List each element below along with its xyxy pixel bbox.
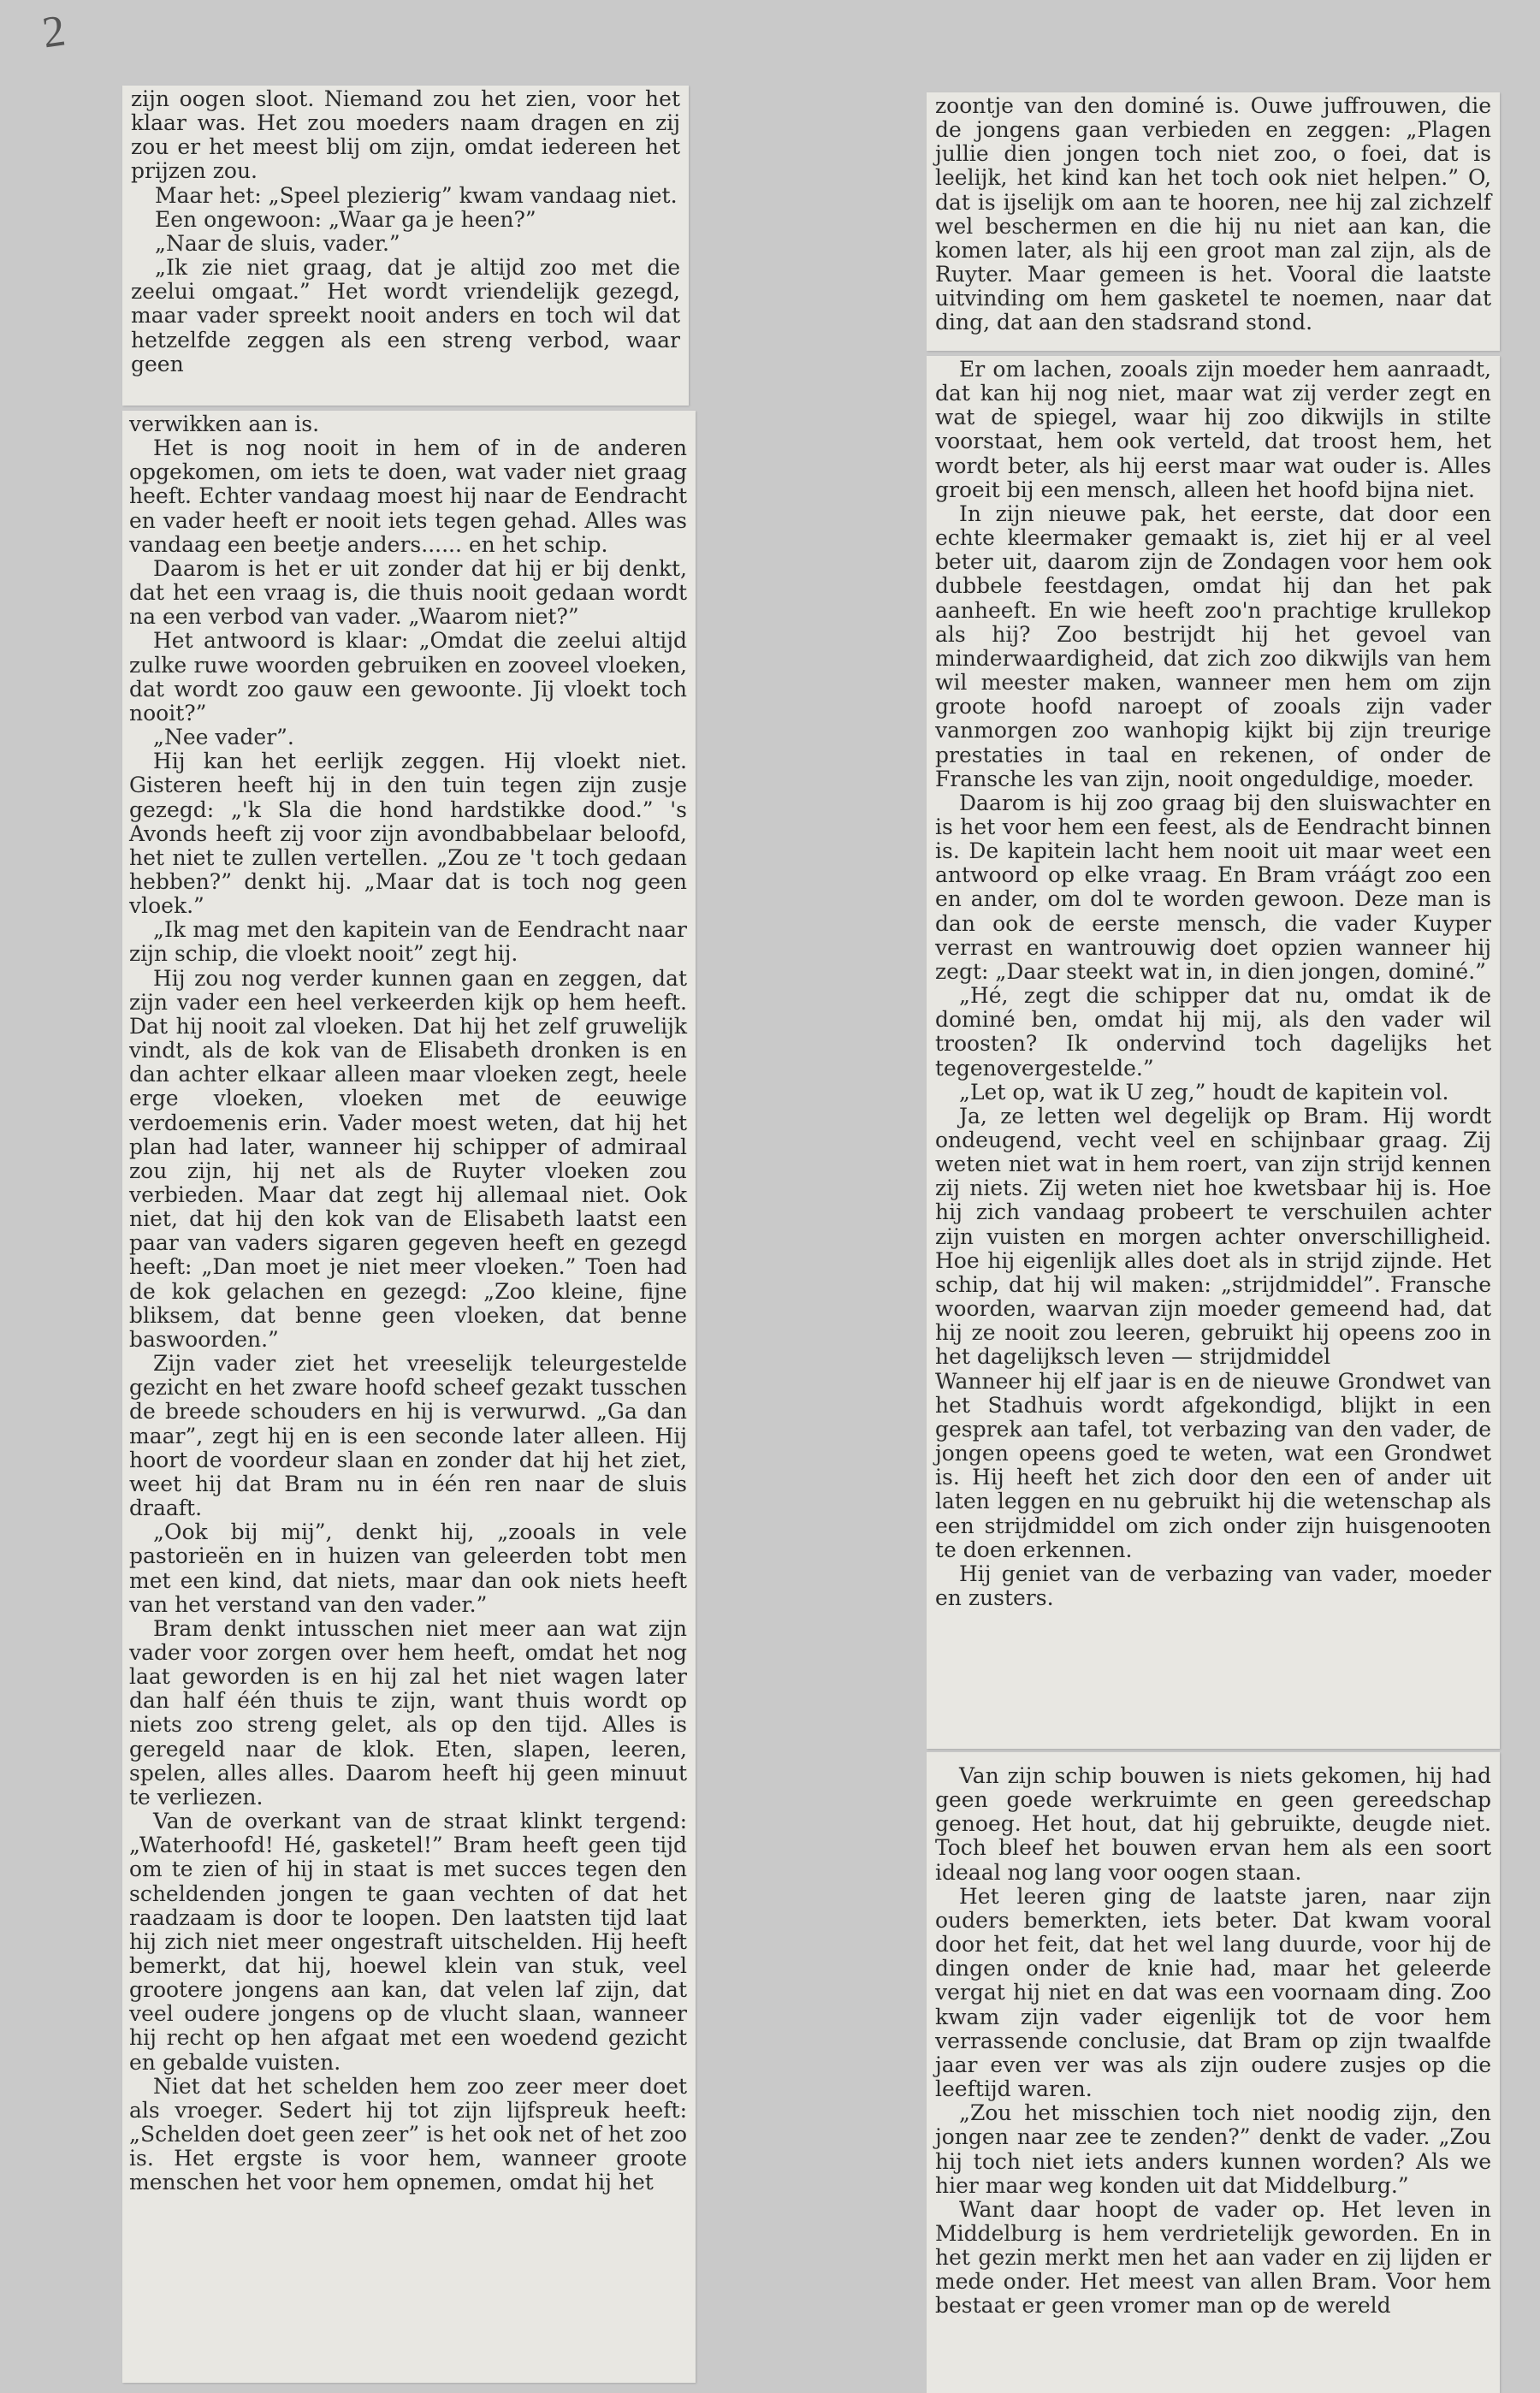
clipping-right-bottom <box>927 1752 1500 2393</box>
page-number: 2 <box>39 6 68 58</box>
paragraph: Hij geniet van de verbazing van vader, moeder en zusters. <box>935 1561 1491 1610</box>
paragraph: „Let op, wat ik U zeg,” houdt de kapitein vol. <box>959 1079 1449 1105</box>
paragraph: zoontje van den dominé is. Ouwe juffrouwen, die de jongens gaan verbieden en zeggen: „Plagen jullie dien jongen toch niet zoo, o foei, dat is leelijk, het kind kan het toch ook niet helpen.” O, dat is ijselijk om aan te hooren, nee hij zal zichzelf wel beschermen en die hij nu niet aan kan, die komen later, als hij een groot man zal zijn, als de Ruyter. Maar gemeen is het. Vooral die laatste uitvinding om hem gasketel te noemen, naar dat ding, dat aan den stadsrand stond. <box>935 93 1491 335</box>
paragraph: Niet dat het schelden hem zoo zeer meer doet als vroeger. Sedert hij tot zijn lijfspreuk heeft: „Schelden doet geen zeer” is het ook net of het zoo is. Het ergste is voor hem, wanneer groote menschen het voor hem opnemen, omdat hij het <box>129 2073 687 2195</box>
paragraph: „Naar de sluis, vader.” <box>155 230 400 256</box>
paragraph: Ja, ze letten wel degelijk op Bram. Hij wordt ondeugend, vecht veel en schijnbaar graag. Zij weten niet wat in hem roert, van zijn strijd kennen zij niets. Zij weten niet hoe kwetsbaar hij is. Hoe hij zich vandaag probeert te verschuilen achter zijn vuisten en morgen achter onverschilligheid. Hoe hij eigenlijk alles doet als in strijd zijnde. Het schip, dat hij wil maken: „strijdmiddel”. Fransche woorden, waarvan zijn moeder gemeend had, dat hij ze nooit zou leeren, gebruikt hij opeens zoo in het dagelijksch leven — strijdmiddel <box>935 1103 1491 1370</box>
paragraph: „Hé, zegt die schipper dat nu, omdat ik de dominé ben, omdat hij mij, als den vader wil troosten? Ik ondervind toch dagelijks het tegenovergestelde.” <box>935 983 1491 1081</box>
paragraph: Hij zou nog verder kunnen gaan en zeggen, dat zijn vader een heel verkeerden kijk op hem heeft. Dat hij nooit zal vloeken. Dat hij het zelf gruwelijk vindt, als de kok van de Elisabeth dronken is en dan achter elkaar alleen maar vloeken zegt, heele erge vloeken, vloeken met de eeuwige verdoemenis erin. Vader moest weten, dat hij het plan had later, wanneer hij schipper of admiraal zou zijn, hij net als de Ruyter vloeken zou verbieden. Maar dat zegt hij allemaal niet. Ook niet, dat hij den kok van de Elisabeth laatst een paar van vaders sigaren gegeven heeft en gezegd heeft: „Dan moet je niet meer vloeken.” Toen had de kok gelachen en gezegd: „Zoo kleine, fijne bliksem, dat benne geen vloeken, dat benne baswoorden.” <box>129 965 687 1352</box>
paragraph: Een ongewoon: „Waar ga je heen?” <box>155 206 536 232</box>
paragraph: Van zijn schip bouwen is niets gekomen, hij had geen goede werkruimte en geen gereedschap genoeg. Het hout, dat hij gebruikte, deugde niet. Toch bleef het bouwen ervan hem als een soort ideaal nog lang voor oogen staan. <box>935 1763 1491 1885</box>
clipping-left-top <box>122 86 689 406</box>
clipping-right-main <box>927 356 1500 1749</box>
paragraph: Bram denkt intusschen niet meer aan wat zijn vader voor zorgen over hem heeft, omdat het nog laat geworden is en hij zal het niet wagen later dan half één thuis te zijn, want thuis wordt op niets zoo streng gelet, als op den tijd. Alles is geregeld naar de klok. Eten, slapen, leeren, spelen, alles alles. Daarom heeft hij geen minuut te verliezen. <box>129 1615 687 1810</box>
paragraph: zijn oogen sloot. Niemand zou het zien, voor het klaar was. Het zou moeders naam dragen en zij zou er het meest blij om zijn, omdat iedereen het prijzen zou. <box>131 86 680 184</box>
paragraph: Hij kan het eerlijk zeggen. Hij vloekt niet. Gisteren heeft hij in den tuin tegen zijn zusje gezegd: „'k Sla die hond hardstikke dood.” 's Avonds heeft zij voor zijn avondbabbelaar beloofd, het niet te zullen vertellen. „Zou ze 't toch gedaan hebben?” denkt hij. „Maar dat is toch nog geen vloek.” <box>129 749 687 919</box>
paragraph: „Zou het misschien toch niet noodig zijn, den jongen naar zee te zenden?” denkt de vader. „Zou hij toch niet iets anders kunnen worden? Als we hier maar weg konden uit dat Middelburg.” <box>935 2100 1491 2198</box>
paragraph: Maar het: „Speel plezierig” kwam vandaag niet. <box>155 182 678 208</box>
paragraph: Het is nog nooit in hem of in de anderen opgekomen, om iets te doen, wat vader niet graag heeft. Echter vandaag moest hij naar de Eendracht en vader heeft er nooit iets tegen gehad. Alles was vandaag een beetje anders...... en het schip. <box>129 435 687 557</box>
paragraph: „Nee vader”. <box>153 725 294 750</box>
clipping-right-top <box>927 92 1500 351</box>
clipping-left-main <box>122 411 696 2383</box>
paragraph: „Ik mag met den kapitein van de Eendracht naar zijn schip, die vloekt nooit” zegt hij. <box>129 917 687 967</box>
paragraph: Het leeren ging de laatste jaren, naar zijn ouders bemerkten, iets beter. Dat kwam vooral door het feit, dat het wel lang duurde, voor hij de dingen onder de knie had, maar het geleerde vergat hij niet en dat was een voornaam ding. Zoo kwam zijn vader eigenlijk tot de voor hem verrassende conclusie, dat Bram op zijn twaalfde jaar even ver was als zijn oudere zusjes op die leeftijd waren. <box>935 1883 1491 2102</box>
paragraph: Het antwoord is klaar: „Omdat die zeelui altijd zulke ruwe woorden gebruiken en zooveel vloeken, dat wordt zoo gauw een gewoonte. Jij vloekt toch nooit?” <box>129 628 687 726</box>
paragraph: Zijn vader ziet het vreeselijk teleurgestelde gezicht en het zware hoofd scheef gezakt tusschen de breede schouders en hij is verwurwd. „Ga dan maar”, zegt hij en is een seconde later alleen. Hij hoort de voordeur slaan en zonder dat hij het ziet, weet hij dat Bram nu in één ren naar de sluis draaft. <box>129 1351 687 1521</box>
paragraph: In zijn nieuwe pak, het eerste, dat door een echte kleermaker gemaakt is, ziet hij er al veel beter uit, daarom zijn de Zondagen voor hem ook dubbele feestdagen, omdat hij dan het pak aanheeft. En wie heeft zoo'n prachtige krullekop als hij? Zoo bestrijdt hij het gevoel van minderwaardigheid, dat zich zoo dikwijls van hem wil meester maken, wanneer men hem om zijn groote hoofd naroept of zooals zijn vader vanmorgen zoo wanhopig kijkt bij zijn treurige prestaties in taal en rekenen, of onder de Fransche les van zijn, nooit ongeduldige, moeder. <box>935 501 1491 791</box>
paragraph: verwikken aan is. <box>129 412 320 436</box>
paragraph: Wanneer hij elf jaar is en de nieuwe Grondwet van het Stadhuis wordt afgekondigd, blijkt in een gesprek aan tafel, tot verbazing van den vader, de jongen opeens goed te weten, wat een Grondwet is. Hij heeft het zich door den een of ander uit laten leggen en nu gebruikt hij die wetenschap als een strijdmiddel om zich onder zijn huisgenooten te doen erkennen. <box>935 1368 1491 1562</box>
paragraph: Van de overkant van de straat klinkt tergend: „Waterhoofd! Hé, gasketel!” Bram heeft geen tijd om te zien of hij in staat is met succes tegen den scheldenden jongen te gaan vechten of dat het raadzaam is door te loopen. Den laatsten tijd laat hij zich niet meer ongestraft uitschelden. Hij heeft bemerkt, dat hij, hoewel klein van stuk, veel grootere jongens aan kan, dat velen laf zijn, dat veel oudere jongens op de vlucht slaan, wanneer hij recht op hen afgaat met een woedend gezicht en gebalde vuisten. <box>129 1809 687 2075</box>
paragraph: „Ook bij mij”, denkt hij, „zooals in vele pastorieën en in huizen van geleerden tobt men met een kind, dat niets, maar dan ook niets heeft van het verstand van den vader.” <box>129 1519 687 1617</box>
paragraph: Want daar hoopt de vader op. Het leven in Middelburg is hem verdrietelijk geworden. En in het gezin merkt men het aan vader en zij lijden er mede onder. Het meest van allen Bram. Voor hem bestaat er geen vromer man op de wereld <box>935 2196 1491 2319</box>
paragraph: „Ik zie niet graag, dat je altijd zoo met die zeelui omgaat.” Het wordt vriendelijk gezegd, maar vader spreekt nooit anders en toch wil dat hetzelfde zeggen als een streng verbod, waar geen <box>131 255 680 376</box>
paragraph: Daarom is hij zoo graag bij den sluiswachter en is het voor hem een feest, als de Eendracht binnen is. De kapitein lacht hem nooit uit maar weet een antwoord op elke vraag. En Bram vráágt zoo een en ander, om dol te worden gewoon. Deze man is dan ook de eerste mensch, die vader Kuyper verrast en wantrouwig doet opzien wanneer hij zegt: „Daar steekt wat in, in dien jongen, dominé.” <box>935 790 1491 984</box>
paragraph: Er om lachen, zooals zijn moeder hem aanraadt, dat kan hij nog niet, maar wat zij verder zegt en wat de spiegel, waar hij zoo dikwijls in stilte voorstaat, hem ook verteld, dat troost hem, het wordt beter, als hij eerst maar wat ouder is. Alles groeit bij een mensch, alleen het hoofd bijna niet. <box>935 357 1491 502</box>
paragraph: Daarom is het er uit zonder dat hij er bij denkt, dat het een vraag is, die thuis nooit gedaan wordt na een verbod van vader. „Waarom niet?” <box>129 555 687 630</box>
